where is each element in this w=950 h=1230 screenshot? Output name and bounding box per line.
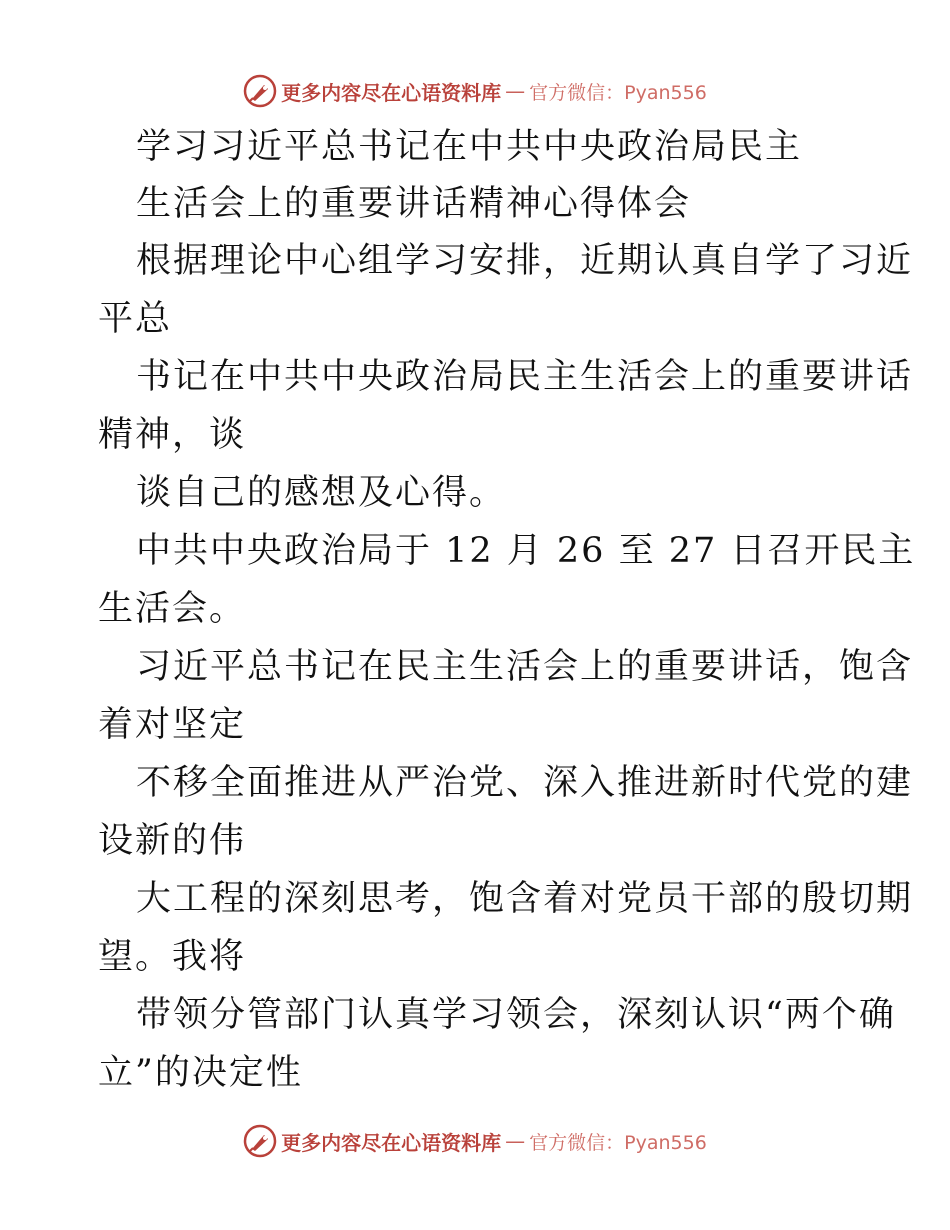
paragraph-line: 生活会。 [98,589,247,629]
header-watermark [0,71,950,111]
paragraph-line: 设新的伟 [98,821,247,861]
paragraph-line: 立”的决定性 [98,1053,303,1093]
watermark-text: 更多内容尽在心语资料库 [281,80,502,105]
paragraph-line: 习近平总书记在民主生活会上的重要讲话，饱含 [136,647,914,687]
paragraph-line: 着对坚定 [98,705,247,745]
paragraph-line: 望。我将 [98,937,247,977]
watermark-text: 更多内容尽在心语资料库 [281,1130,502,1155]
paragraph-line: 中共中央政治局于 12 月 26 至 27 日召开民主 [136,531,916,571]
watermark-separator: — [505,79,526,103]
pen-nib-logo-icon [243,1124,277,1158]
paragraph-line: 大工程的深刻思考，饱含着对党员干部的殷切期 [136,879,914,919]
paragraph-line: 谈自己的感想及心得。 [136,473,507,513]
footer-watermark [0,1121,950,1161]
watermark-wechat: 官方微信：Pyan556 [529,1131,707,1154]
paragraph-line: 带领分管部门认真学习领会，深刻认识“两个确 [136,995,896,1035]
title-line-2: 生活会上的重要讲话精神心得体会 [136,184,692,224]
paragraph-line: 精神，谈 [98,415,247,455]
watermark-wechat: 官方微信：Pyan556 [529,81,707,104]
title-line-1: 学习习近平总书记在中共中央政治局民主 [136,127,803,167]
paragraph-line: 平总 [98,299,173,339]
watermark-separator: — [505,1129,526,1153]
paragraph-line: 不移全面推进从严治党、深入推进新时代党的建 [136,763,914,803]
paragraph-line: 根据理论中心组学习安排，近期认真自学了习近 [136,241,914,281]
paragraph-line: 书记在中共中央政治局民主生活会上的重要讲话 [136,357,914,397]
pen-nib-logo-icon [243,74,277,108]
